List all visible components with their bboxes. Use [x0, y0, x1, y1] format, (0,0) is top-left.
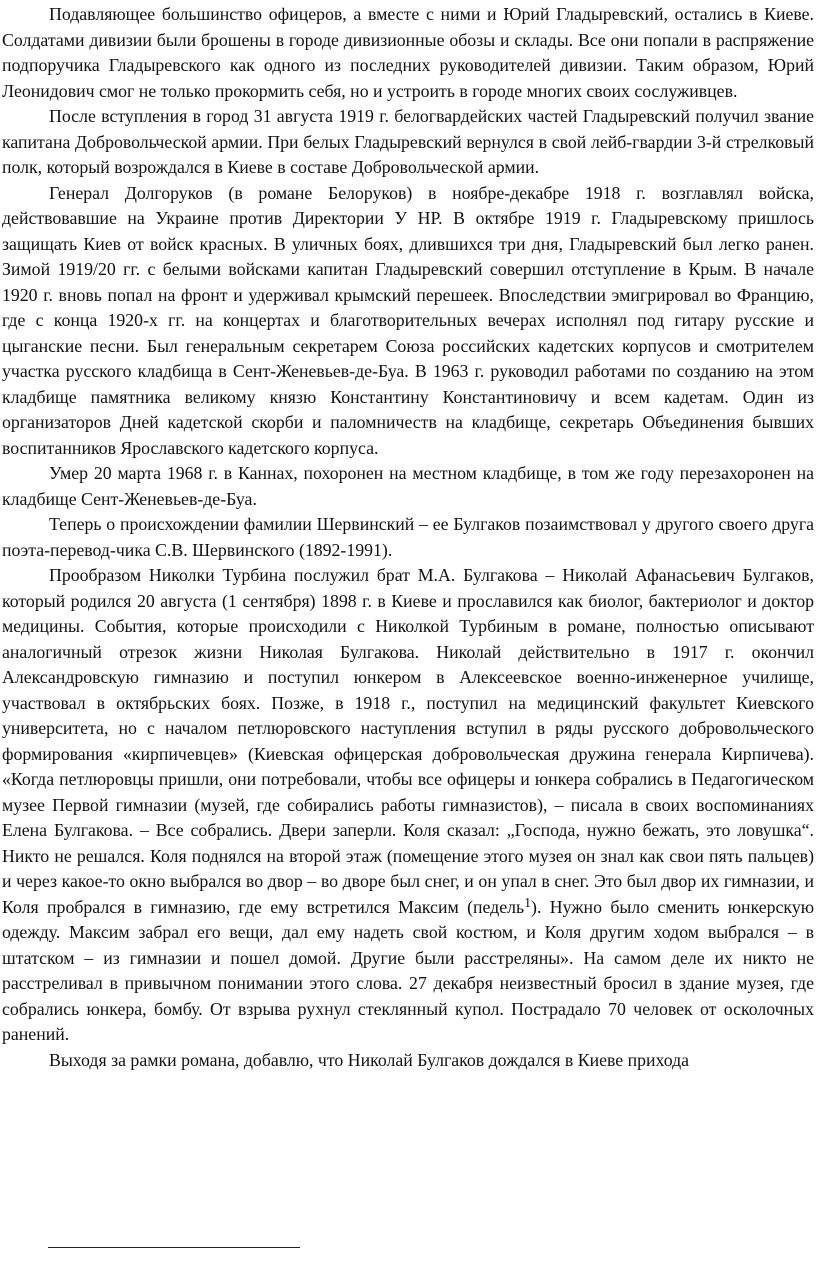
paragraph-4: Умер 20 марта 1968 г. в Каннах, похоронен на местном кладбище, в том же году перезахоронен на кладбище Сент-Женевьев-де-Буа.: [2, 463, 814, 509]
paragraph-6-text: Прообразом Николки Турбина послужил брат М.А. Булгакова – Николай Афанасьевич Булгаков, который родился 20 августа (1 сентября) 1898 г. в Киеве и прославился как биолог, бактериолог и доктор медицины. События, которые происходили с Николкой Турбиным в романе, полностью описывают аналогичный отрезок жизни Николая Булгакова. Николай действительно в 1917 г. окончил Александровскую гимназию и поступил юнкером в Алексеевское военно-инженерное училище, участвовал в октябрьских боях. Позже, в 1918 г., поступил на медицинский факультет Киевского университета, но с началом петлюровского наступления вступил в ряды русского добровольческого формирования «кирпичевцев» (Киевская офицерская добровольческая дружина генерала Кирпичева). «Когда петлюровцы пришли, они потребовали, чтобы все офицеры и юнкера собрались в Педагогическом музее Первой гимназии (музей, где собирались работы гимназистов), – писала в своих воспоминаниях Елена Булгакова. – Все собрались. Двери заперли. Коля сказал: „Господа, нужно бежать, это ловушка“. Никто не решался. Коля поднялся на второй этаж (помещение этого музея он знал как свои пять пальцев) и через какое-то окно выбрался во двор – во дворе был снег, и он упал в снег. Это был двор их гимназии, и Коля пробрался в гимназию, где ему встретился Максим (педель: [2, 565, 814, 917]
footnote-marker[interactable]: 1: [524, 895, 532, 911]
paragraph-5: Теперь о происхождении фамилии Шервинский – ее Булгаков позаимствовал у другого своего друга поэта-перевод-чика С.В. Шервинского (1892-1991).: [2, 514, 814, 560]
paragraph-1: Подавляющее большинство офицеров, а вместе с ними и Юрий Гладыревский, остались в Киеве. Солдатами дивизии были брошены в городе дивизионные обозы и склады. Все они попали в распряжение подпоручика Гладыревского как одного из последних руководителей дивизии. Таким образом, Юрий Леонидович смог не только прокормить себя, но и устроить в городе многих своих сослуживцев.: [2, 4, 814, 101]
footnote-separator-line: [48, 1247, 300, 1248]
paragraph-2: После вступления в город 31 августа 1919 г. белогвардейских частей Гладыревский получил звание капитана Добровольческой армии. При белых Гладыревский вернулся в свой лейб-гвардии 3-й стрелковый полк, который возрождался в Киеве в составе Добровольческой армии.: [2, 106, 814, 177]
paragraph-7: Выходя за рамки романа, добавлю, что Николай Булгаков дождался в Киеве прихода: [49, 1049, 690, 1070]
paragraph-6: [2, 563, 814, 1048]
paragraph-3: Генерал Долгоруков (в романе Белоруков) в ноябре-декабре 1918 г. возглавлял войска, действовавшие на Украине против Директории У НР. В октябре 1919 г. Гладыревскому пришлось защищать Киев от войск красных. В уличных боях, длившихся три дня, Гладыревский был легко ранен. Зимой 1919/20 гг. с белыми войсками капитан Гладыревский совершил отступление в Крым. В начале 1920 г. вновь попал на фронт и удерживал крымский перешеек. Впоследствии эмигрировал во Францию, где с конца 1920-х гг. на концертах и благотворительных вечерах исполнял под гитару русские и цыганские песни. Был генеральным секретарем Союза российских кадетских корпусов и смотрителем участка русского кладбища в Сент-Женевьев-де-Буа. В 1963 г. руководил работами по созданию на этом кладбище памятника великому князю Константину Константиновичу и всем кадетам. Один из организаторов Дней кадетской скорби и паломничеств на кладбище, секретарь Объединения бывших воспитанников Ярославского кадетского корпуса.: [2, 182, 814, 458]
paragraph-6-continuation: ). Нужно было сменить юнкерскую одежду. Максим забрал его вещи, дал ему надеть свой костюм, и Коля другим ходом выбрался – в штатском – из гимназии и пошел домой. Другие были расстреляны». На самом деле их никто не расстреливал в привычном понимании этого слова. 27 декабря неизвестный бросил в здание музея, где собрались юнкера, бомбу. От взрыва рухнул стеклянный купол. Пострадало 70 человек от осколочных ранений.: [2, 896, 814, 1044]
